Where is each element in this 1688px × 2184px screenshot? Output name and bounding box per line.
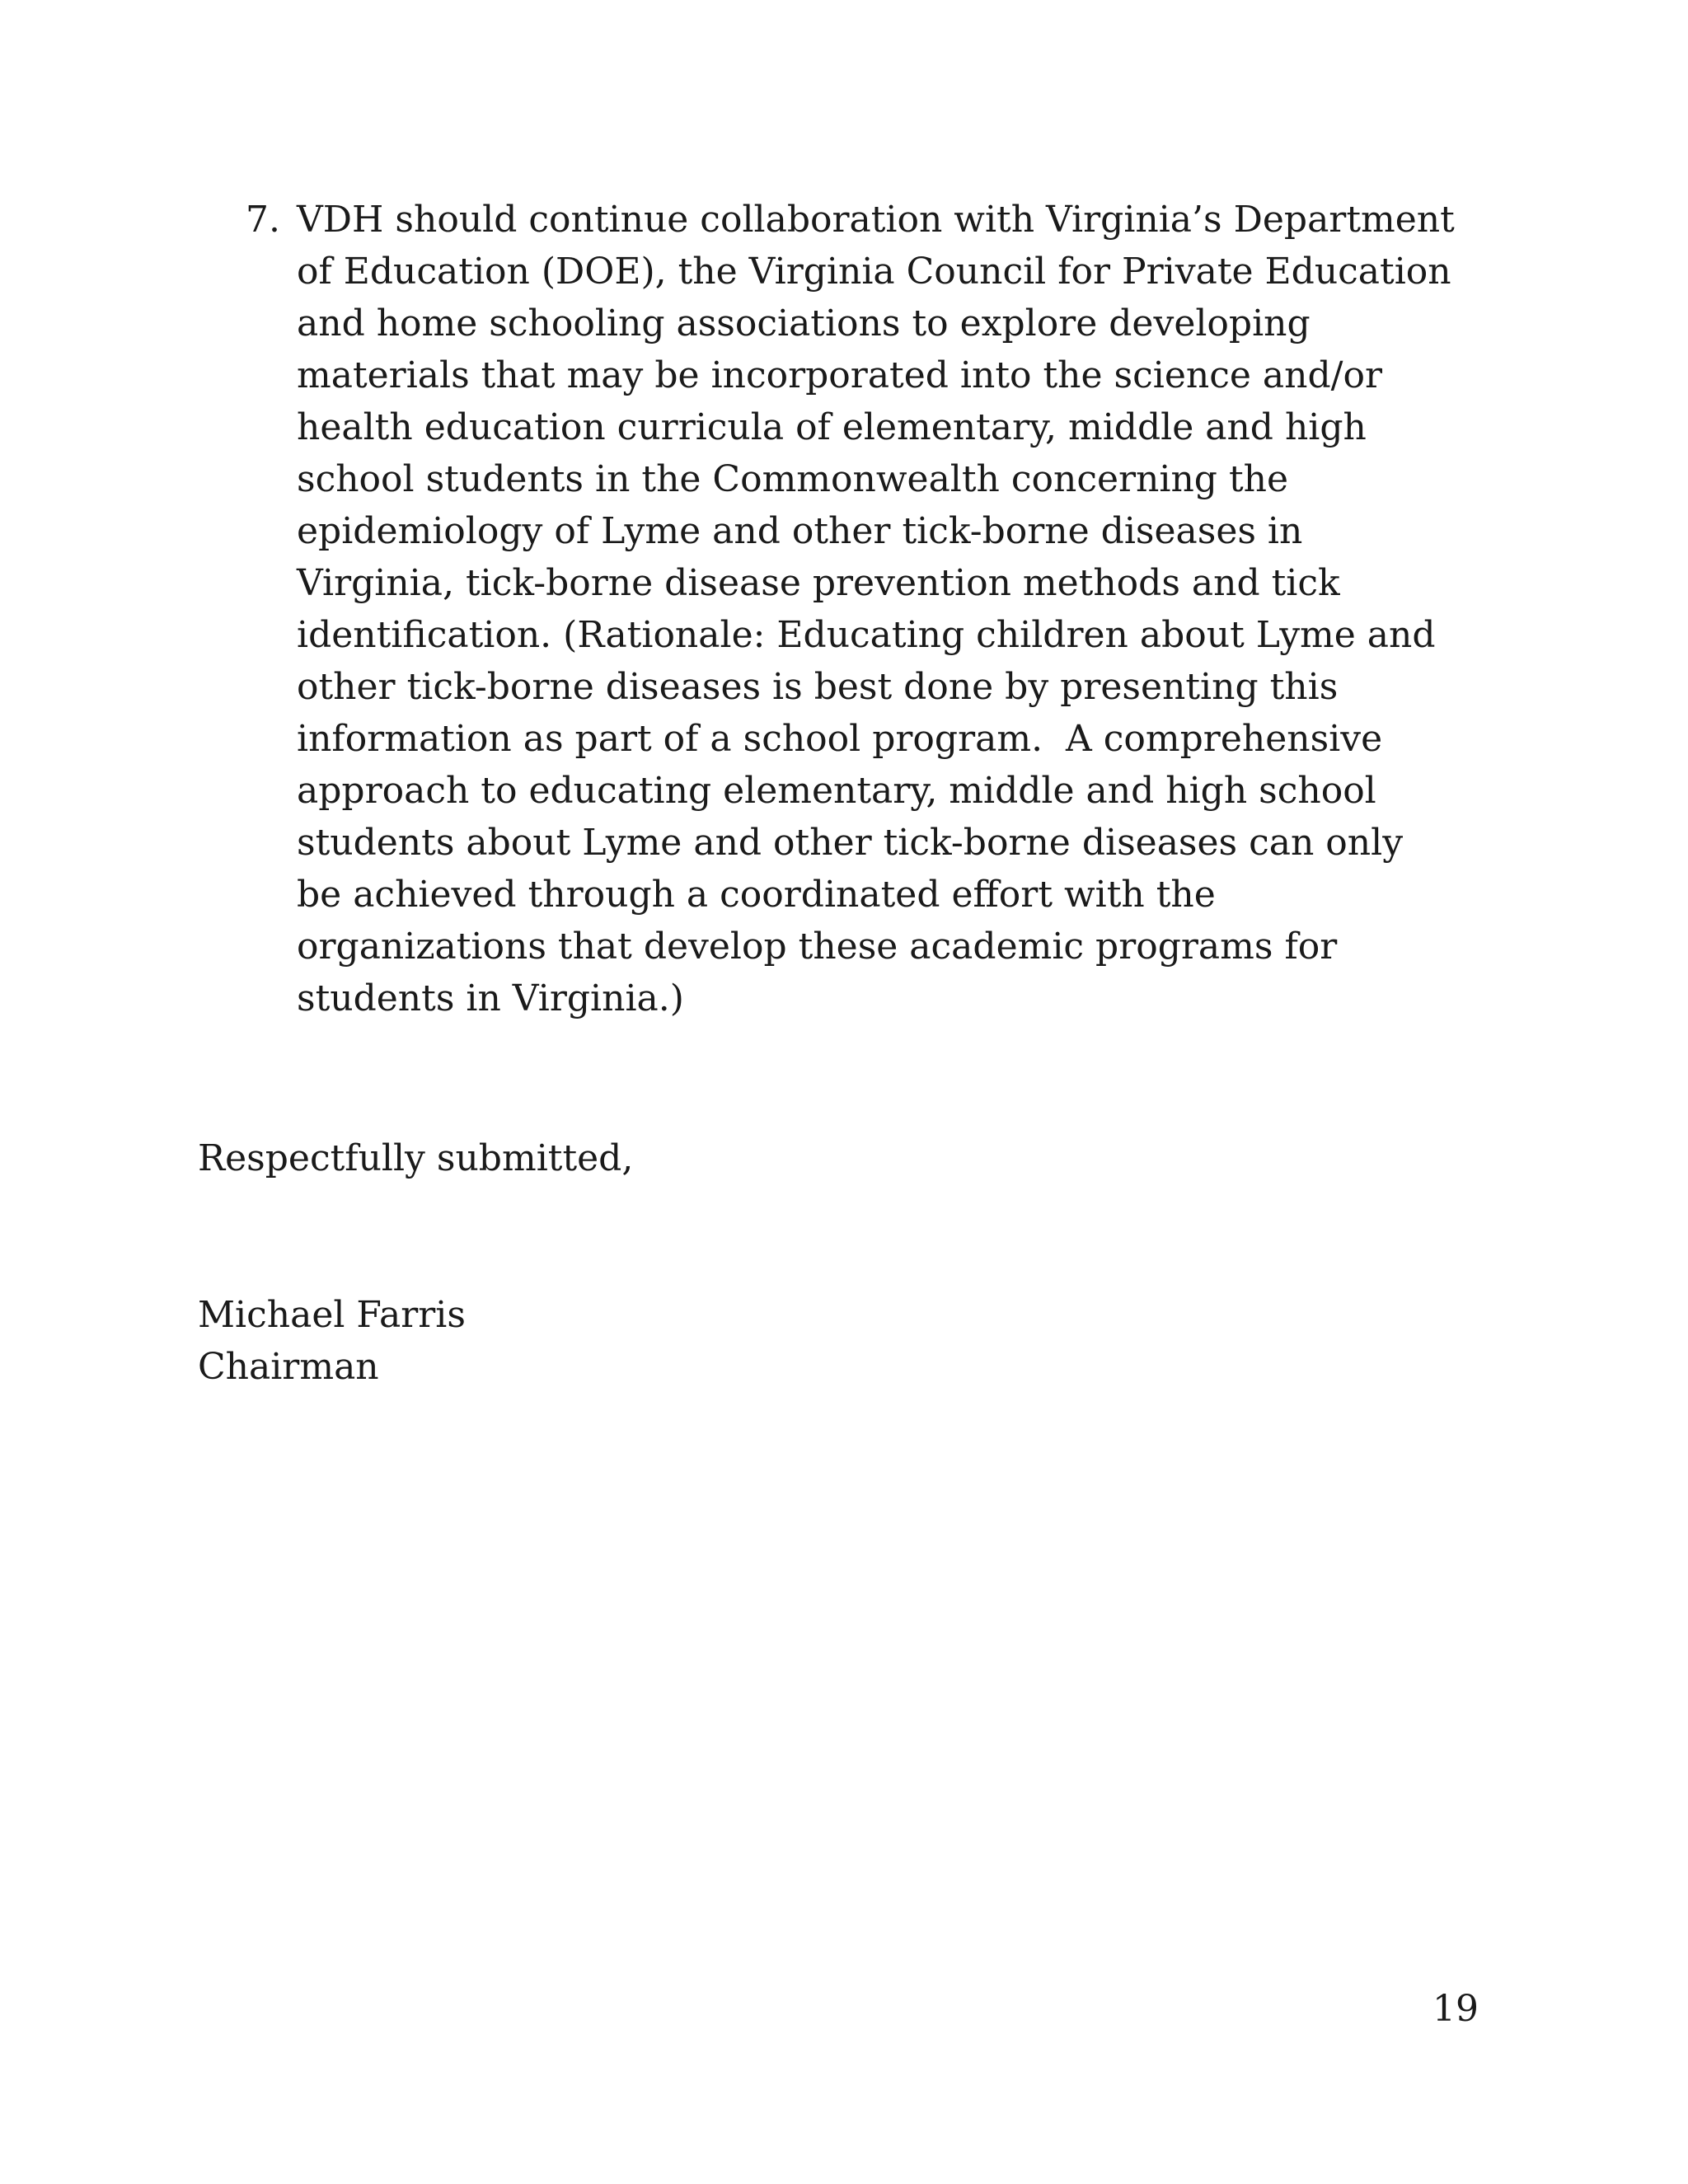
page-number: 19 — [1432, 1988, 1479, 2030]
signer-title: Chairman — [198, 1346, 379, 1388]
text-line: health education curricula of elementary, middle and high — [297, 406, 1367, 448]
text-line: other tick-borne diseases is best done by presenting this — [297, 666, 1339, 708]
text-line: students in Virginia.) — [297, 977, 684, 1019]
text-line: and home schooling associations to explore developing — [297, 302, 1311, 344]
text-line: epidemiology of Lyme and other tick-borne diseases in — [297, 510, 1303, 552]
text-line: Virginia, tick-borne disease prevention methods and tick — [297, 562, 1340, 604]
text-line: materials that may be incorporated into the science and/or — [297, 354, 1382, 396]
text-line: approach to educating elementary, middle and high school — [297, 770, 1376, 812]
text-line: information as part of a school program. A comprehensive — [297, 718, 1383, 760]
text-line: of Education (DOE), the Virginia Council for Private Education — [297, 251, 1451, 293]
text-line: school students in the Commonwealth concerning the — [297, 458, 1289, 500]
text-line: be achieved through a coordinated effort with the — [297, 874, 1216, 916]
closing-salutation: Respectfully submitted, — [198, 1137, 634, 1179]
text-line: organizations that develop these academic programs for — [297, 926, 1338, 968]
signature-block — [198, 1289, 466, 1393]
text-line: VDH should continue collaboration with Virginia’s Department — [297, 199, 1455, 241]
list-number: 7. — [246, 199, 280, 241]
signer-name: Michael Farris — [198, 1294, 466, 1336]
text-line: students about Lyme and other tick-borne diseases can only — [297, 822, 1404, 864]
recommendation-text — [297, 194, 1455, 1024]
text-line: identification. (Rationale: Educating children about Lyme and — [297, 614, 1436, 656]
